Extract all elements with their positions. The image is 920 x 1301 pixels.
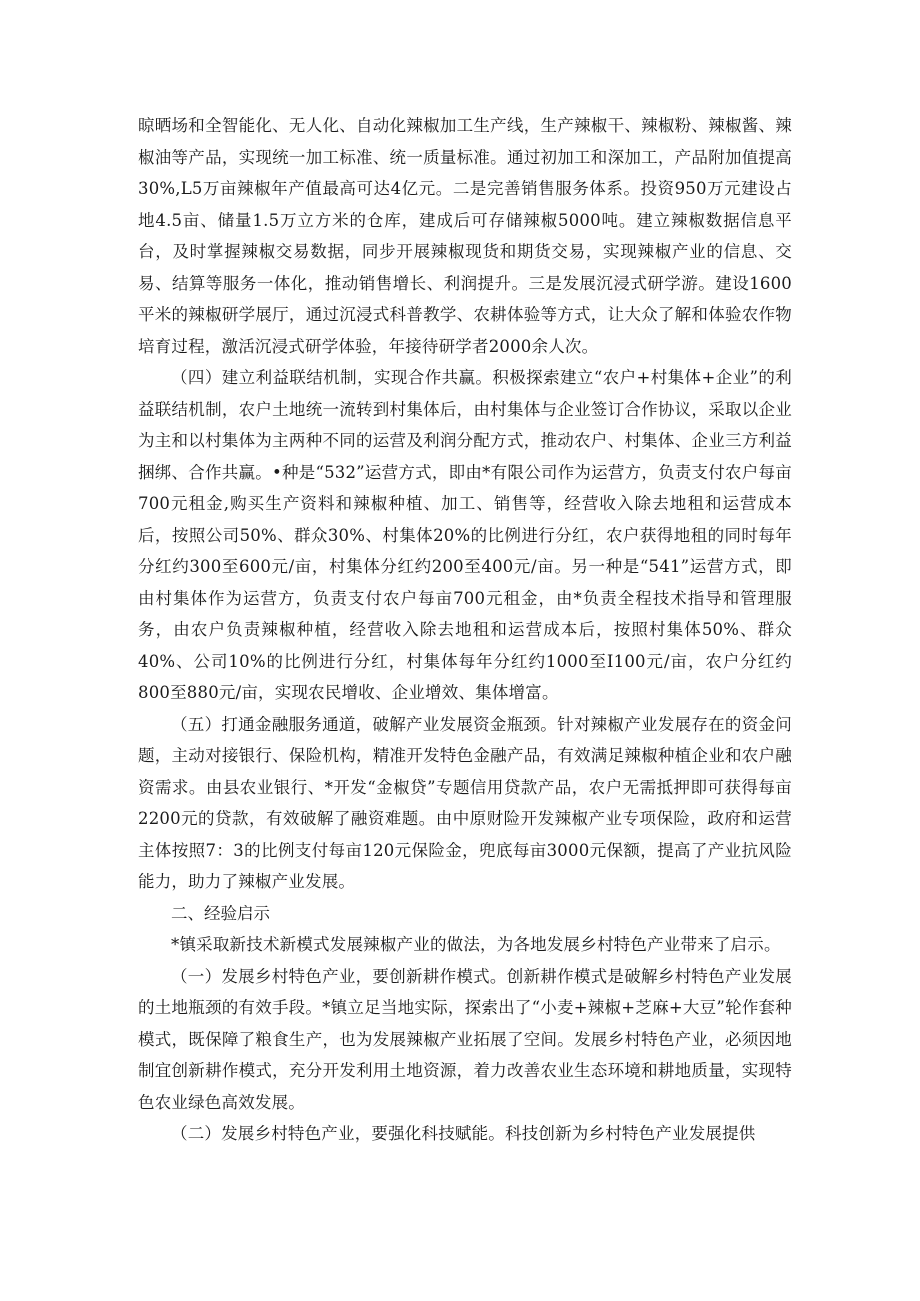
paragraph-experience-intro: *镇采取新技术新模式发展辣椒产业的做法，为各地发展乡村特色产业带来了启示。 (171, 935, 781, 954)
paragraph-innovate-farming-mode: （一）发展乡村特色产业，要创新耕作模式。创新耕作模式是破解乡村特色产业发展的土地瓶颈的有效手段。*镇立足当地实际，探索出了“小麦+辣椒+芝麻+大豆”轮作套种模式，既保障了粮食生产，也为发展辣椒产业拓展了空间。发展乡村特色产业，必须因地制宜创新耕作模式，充分开发利用土地资源，着力改善农业生态环境和耕地质量，实现特色农业绿色高效发展。 (138, 966, 792, 1112)
paragraph-financial-services: （五）打通金融服务通道，破解产业发展资金瓶颈。针对辣椒产业发展存在的资金问题，主动对接银行、保险机构，精准开发特色金融产品，有效满足辣椒种植企业和农户融资需求。由县农业银行、*开发“金椒贷”专题信用贷款产品，农户无需抵押即可获得每亩2200元的贷款，有效破解了融资难题。由中原财险开发辣椒产业专项保险，政府和运营主体按照7：3的比例支付每亩120元保险金，兜底每亩3000元保额，提高了产业抗风险能力，助力了辣椒产业发展。 (138, 714, 792, 891)
document-page (138, 110, 792, 1150)
paragraph-processing-sales-study: 晾晒场和全智能化、无人化、自动化辣椒加工生产线，生产辣椒干、辣椒粉、辣椒酱、辣椒油等产品，实现统一加工标准、统一质量标准。通过初加工和深加工，产品附加值提高30%,L5万亩辣椒年产值最高可达4亿元。二是完善销售服务体系。投资950万元建设占地4.5亩、储量1.5万立方米的仓库，建成后可存储辣椒5000吨。建立辣椒数据信息平台，及时掌握辣椒交易数据，同步开展辣椒现货和期货交易，实现辣椒产业的信息、交易、结算等服务一体化，推动销售增长、利润提升。三是发展沉浸式研学游。建设1600平米的辣椒研学展厅，通过沉浸式科普教学、农耕体验等方式，让大众了解和体验农作物培育过程，激活沉浸式研学体验，年接待研学者2000余人次。 (138, 116, 792, 356)
paragraph-benefit-linkage: （四）建立利益联结机制，实现合作共赢。积极探索建立“农户+村集体+企业”的利益联结机制，农户土地统一流转到村集体后，由村集体与企业签订合作协议，采取以企业为主和以村集体为主两种不同的运营及利润分配方式，推动农户、村集体、企业三方利益捆绑、合作共赢。•种是“532”运营方式，即由*有限公司作为运营方，负责支付农户每亩700元租金,购买生产资料和辣椒种植、加工、销售等，经营收入除去地租和运营成本后，按照公司50%、群众30%、村集体20%的比例进行分红，农户获得地租的同时每年分红约300至600元/亩，村集体分红约200至400元/亩。另一种是“541”运营方式，即由村集体作为运营方，负责支付农户每亩700元租金，由*负责全程技术指导和管理服务，由农户负责辣椒种植，经营收入除去地租和运营成本后，按照村集体50%、群众40%、公司10%的比例进行分红，村集体每年分红约1000至I100元/亩，农户分红约800至880元/亩，实现农民增收、企业增效、集体增富。 (138, 368, 792, 702)
paragraph-tech-empowerment: （二）发展乡村特色产业，要强化科技赋能。科技创新为乡村特色产业发展提供 (171, 1124, 756, 1143)
section-heading-experience: 二、经验启示 (171, 903, 270, 923)
